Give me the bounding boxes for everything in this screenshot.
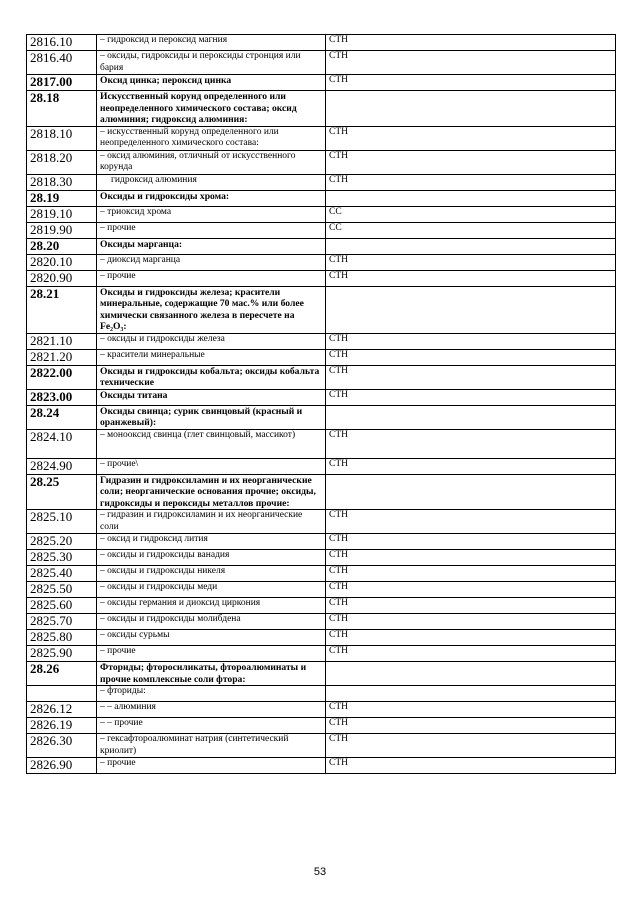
table-row — [27, 75, 616, 91]
row-mark: СТН — [326, 734, 616, 758]
row-description: – оксиды и гидроксиды никеля — [97, 566, 326, 582]
row-description: – оксиды и гидроксиды меди — [97, 582, 326, 598]
row-mark: СТН — [326, 510, 616, 534]
row-description: – диоксид марганца — [97, 254, 326, 270]
row-description: – оксиды германия и диоксид циркония — [97, 598, 326, 614]
row-mark: СТН — [326, 389, 616, 405]
table-row — [27, 582, 616, 598]
row-mark: СТН — [326, 702, 616, 718]
table-row — [27, 35, 616, 51]
row-code: 2820.10 — [27, 254, 97, 270]
table-row — [27, 550, 616, 566]
row-code: 2823.00 — [27, 389, 97, 405]
row-code: 2824.10 — [27, 429, 97, 458]
row-code: 2825.80 — [27, 630, 97, 646]
row-mark: СТН — [326, 51, 616, 75]
row-code: 2818.10 — [27, 126, 97, 150]
row-mark: СТН — [326, 254, 616, 270]
row-mark: СТН — [326, 270, 616, 286]
row-description: Оксид цинка; пероксид цинка — [97, 75, 326, 91]
table-row — [27, 758, 616, 774]
row-code: 2825.30 — [27, 550, 97, 566]
row-description: – фториды: — [97, 686, 326, 702]
row-code: 2824.90 — [27, 458, 97, 474]
row-mark — [326, 405, 616, 429]
row-code: 2825.50 — [27, 582, 97, 598]
row-code: 2826.90 — [27, 758, 97, 774]
row-mark — [326, 474, 616, 510]
row-mark: СТН — [326, 534, 616, 550]
row-code — [27, 686, 97, 702]
table-row — [27, 614, 616, 630]
row-description: – прочие — [97, 758, 326, 774]
row-code: 2825.60 — [27, 598, 97, 614]
row-mark — [326, 662, 616, 686]
table-row — [27, 534, 616, 550]
row-mark: СТН — [326, 614, 616, 630]
tariff-table-page — [26, 34, 616, 774]
row-description: – оксиды, гидроксиды и пероксиды стронция или бария — [97, 51, 326, 75]
table-row — [27, 270, 616, 286]
table-row — [27, 190, 616, 206]
table-row — [27, 510, 616, 534]
row-description: – прочие — [97, 222, 326, 238]
row-code: 2825.70 — [27, 614, 97, 630]
row-description: – прочие — [97, 646, 326, 662]
row-mark: СТН — [326, 458, 616, 474]
row-description: – прочие — [97, 270, 326, 286]
table-row — [27, 51, 616, 75]
row-code: 28.19 — [27, 190, 97, 206]
row-description: – триоксид хрома — [97, 206, 326, 222]
row-description: – оксиды и гидроксиды молибдена — [97, 614, 326, 630]
row-code: 2820.90 — [27, 270, 97, 286]
table-row — [27, 365, 616, 389]
row-description: – оксид алюминия, отличный от искусственного корунда — [97, 150, 326, 174]
row-mark: СТН — [326, 333, 616, 349]
row-description: – оксиды и гидроксиды железа — [97, 333, 326, 349]
table-row — [27, 405, 616, 429]
row-code: 28.25 — [27, 474, 97, 510]
table-row — [27, 598, 616, 614]
row-code: 28.18 — [27, 91, 97, 127]
row-mark: СТН — [326, 582, 616, 598]
row-code: 2825.20 — [27, 534, 97, 550]
table-row — [27, 286, 616, 333]
row-mark: СТН — [326, 718, 616, 734]
row-description: Оксиды и гидроксиды хрома: — [97, 190, 326, 206]
row-mark — [326, 286, 616, 333]
table-row — [27, 702, 616, 718]
row-description: Оксиды и гидроксиды железа; красители минеральные, содержащие 70 мас.% или более химически связанного железа в пересчете на Fe₂O₃: — [97, 286, 326, 333]
row-description: – гексафтороалюминат натрия (синтетический криолит) — [97, 734, 326, 758]
table-row — [27, 429, 616, 458]
row-code: 2819.90 — [27, 222, 97, 238]
table-row — [27, 566, 616, 582]
table-row — [27, 662, 616, 686]
row-description: Гидразин и гидроксиламин и их неорганические соли; неорганические основания прочие; оксиды, гидроксиды и пероксиды металлов прочие: — [97, 474, 326, 510]
row-mark: СТН — [326, 365, 616, 389]
row-description: Оксиды свинца; сурик свинцовый (красный и оранжевый): — [97, 405, 326, 429]
row-code: 2825.10 — [27, 510, 97, 534]
row-mark: СТН — [326, 646, 616, 662]
table-row — [27, 349, 616, 365]
row-mark: СТН — [326, 75, 616, 91]
row-mark: СТН — [326, 758, 616, 774]
row-description: – – прочие — [97, 718, 326, 734]
row-description: гидроксид алюминия — [97, 174, 326, 190]
row-description: Искусственный корунд определенного или неопределенного химического состава; оксид алюминия; гидроксид алюминия: — [97, 91, 326, 127]
row-mark: СТН — [326, 150, 616, 174]
row-mark: СС — [326, 206, 616, 222]
row-code: 2817.00 — [27, 75, 97, 91]
row-mark: СТН — [326, 566, 616, 582]
row-description: – оксид и гидроксид лития — [97, 534, 326, 550]
row-code: 2825.90 — [27, 646, 97, 662]
tariff-table — [26, 34, 616, 774]
row-description: – оксиды и гидроксиды ванадия — [97, 550, 326, 566]
row-description: Оксиды и гидроксиды кобальта; оксиды кобальта технические — [97, 365, 326, 389]
row-description: – искусственный корунд определенного или неопределенного химического состава: — [97, 126, 326, 150]
row-code: 28.24 — [27, 405, 97, 429]
row-mark: СТН — [326, 35, 616, 51]
row-code: 2816.40 — [27, 51, 97, 75]
row-code: 2825.40 — [27, 566, 97, 582]
row-code: 28.21 — [27, 286, 97, 333]
table-row — [27, 389, 616, 405]
row-mark: СТН — [326, 598, 616, 614]
table-row — [27, 222, 616, 238]
row-description: – – алюминия — [97, 702, 326, 718]
row-code: 28.26 — [27, 662, 97, 686]
row-mark: СТН — [326, 174, 616, 190]
table-row — [27, 718, 616, 734]
row-code: 2826.19 — [27, 718, 97, 734]
table-row — [27, 238, 616, 254]
row-description: Оксиды титана — [97, 389, 326, 405]
table-row — [27, 254, 616, 270]
page-number: 53 — [313, 866, 327, 878]
row-description: – оксиды сурьмы — [97, 630, 326, 646]
row-description: – прочие\ — [97, 458, 326, 474]
table-row — [27, 333, 616, 349]
row-description: Фториды; фторосиликаты, фтороалюминаты и прочие комплексные соли фтора: — [97, 662, 326, 686]
row-mark: СТН — [326, 349, 616, 365]
row-mark: СС — [326, 222, 616, 238]
row-code: 2819.10 — [27, 206, 97, 222]
table-row — [27, 126, 616, 150]
row-code: 2826.30 — [27, 734, 97, 758]
row-mark: СТН — [326, 429, 616, 458]
row-code: 2821.20 — [27, 349, 97, 365]
table-row — [27, 474, 616, 510]
row-mark: СТН — [326, 550, 616, 566]
row-code: 2818.20 — [27, 150, 97, 174]
row-description: – гидроксид и пероксид магния — [97, 35, 326, 51]
row-code: 2816.10 — [27, 35, 97, 51]
row-mark — [326, 238, 616, 254]
table-body — [27, 35, 616, 774]
table-row — [27, 734, 616, 758]
row-description: – монооксид свинца (глет свинцовый, массикот) — [97, 429, 326, 458]
row-description: Оксиды марганца: — [97, 238, 326, 254]
row-description: – красители минеральные — [97, 349, 326, 365]
row-code: 2826.12 — [27, 702, 97, 718]
table-row — [27, 174, 616, 190]
row-code: 2818.30 — [27, 174, 97, 190]
row-mark — [326, 190, 616, 206]
row-mark: СТН — [326, 126, 616, 150]
row-mark — [326, 686, 616, 702]
row-description: – гидразин и гидроксиламин и их неорганические соли — [97, 510, 326, 534]
table-row — [27, 646, 616, 662]
table-row — [27, 686, 616, 702]
row-code: 2822.00 — [27, 365, 97, 389]
row-mark: СТН — [326, 630, 616, 646]
row-mark — [326, 91, 616, 127]
table-row — [27, 630, 616, 646]
row-code: 2821.10 — [27, 333, 97, 349]
table-row — [27, 458, 616, 474]
table-row — [27, 91, 616, 127]
row-code: 28.20 — [27, 238, 97, 254]
table-row — [27, 150, 616, 174]
table-row — [27, 206, 616, 222]
